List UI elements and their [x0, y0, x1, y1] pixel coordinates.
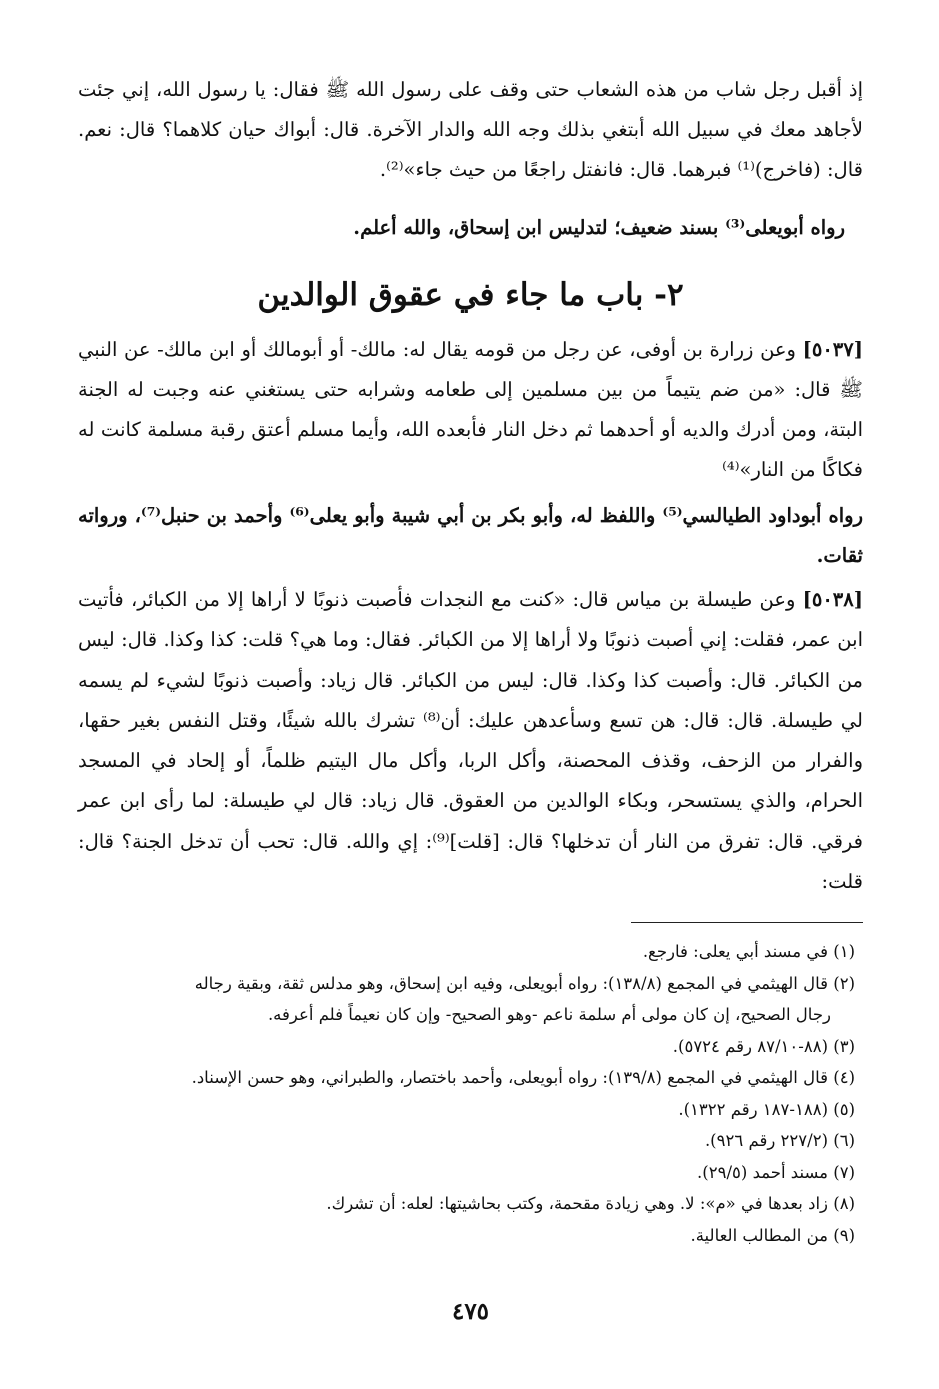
- hadith-paragraph: [78, 330, 863, 490]
- footnote-item: (١) في مسند أبي يعلى: فارجع.: [642, 942, 855, 961]
- footnote-item: (٨) زاد بعدها في «م»: لا. وهي زيادة مقحمة، وكتب بحاشيتها: لعله: أن تشرك.: [326, 1194, 855, 1213]
- hadith-text: وعن طيسلة بن مياس قال: «كنت مع النجدات فأصبت ذنوبًا لا أراها إلا من الكبائر، فأتيت ابن عمر، فقلت: إني أصبت ذنوبًا ولا أراها إلا من الكبائر. فقال: وما هي؟ قلت: كذا وكذا. قال: ليس من الكبائر. قال: وأصبت كذا وكذا. قال: ليس من الكبائر. قال زياد: وأصبت ذنوبًا لشيء لم يسمه لي طيسلة. قال: قال: هن تسع وسأعدهن عليك: أن⁽⁸⁾ تشرك بالله شيئًا، وقتل النفس بغير حقها، والفرار من الزحف، وقذف المحصنة، وأكل الربا، وأكل مال اليتيم ظلماً، أو إلحاد في المسجد الحرام، والذي يستسحر، وبكاء الوالدين من العقوق. قال زياد: قال لي طيسلة: لما رأى ابن عمر فرقي. قال: تفرق من النار أن تدخلها؟ قال: [قلت]⁽⁹⁾: إي والله. قال: تحب أن تدخل الجنة؟ قال: قلت:: [78, 588, 863, 894]
- hadith-paragraph: [78, 580, 863, 902]
- book-page: [78, 70, 863, 1330]
- footnote-item: (٢) قال الهيثمي في المجمع (١٣٨/٨): رواه أبويعلى، وفيه ابن إسحاق، وهو مدلس ثقة، وبقية رجاله: [194, 973, 855, 993]
- hadith-number: [٥٠٣٧]: [802, 338, 863, 361]
- continuation-paragraph: إذ أقبل رجل شاب من هذه الشعاب حتى وقف على رسول الله ﷺ فقال: يا رسول الله، إني جئت لأجاهد معك في سبيل الله أبتغي بذلك وجه الله والدار الآخرة. قال: أبواك حيان كلاهما؟ قال: نعم. قال: (فاخرج)⁽¹⁾ فبرهما. قال: فانفتل راجعًا من حيث جاء»⁽²⁾.: [78, 78, 863, 181]
- source-note: رواه أبوداود الطيالسي⁽⁵⁾ واللفظ له، وأبو بكر بن أبي شيبة وأبو يعلى⁽⁶⁾ وأحمد بن حنبل⁽⁷⁾، ورواته ثقات.: [78, 504, 863, 567]
- footnote-item: (٤) قال الهيثمي في المجمع (١٣٩/٨): رواه أبويعلى، وأحمد باختصار، والطبراني، وهو حسن الإسناد.: [191, 1068, 855, 1087]
- page-number: ٤٧٥: [451, 1298, 490, 1325]
- hadith-text: وعن زرارة بن أوفى، عن رجل من قومه يقال له: مالك- أو أبومالك أو ابن مالك- عن النبي ﷺ قال: «من ضم يتيماً من بين مسلمين إلى طعامه وشرابه حتى يستغني عنه وجبت له الجنة البتة، ومن أدرك والديه أو أحدهما ثم دخل النار فأبعده الله، وأيما مسلم أعتق رقبة مسلمة كانت له فكاكًا من النار»⁽⁴⁾: [78, 338, 863, 481]
- footnote-divider: [631, 922, 863, 923]
- source-note: رواه أبويعلى⁽³⁾ بسند ضعيف؛ لتدليس ابن إسحاق، والله أعلم.: [353, 216, 845, 239]
- footnotes-list: [78, 936, 855, 1251]
- footnote-item: (٦) (٢٢٧/٢ رقم ٩٢٦).: [704, 1131, 855, 1150]
- footnote-item: (٥) (١٨٨-١٨٧ رقم ١٣٢٢).: [678, 1099, 855, 1119]
- footnote-item: (٧) مسند أحمد (٢٩/٥).: [697, 1162, 855, 1182]
- footnote-item: (٣) (٨٨-٨٧/١٠ رقم ٥٧٢٤).: [672, 1036, 855, 1056]
- hadith-number: [٥٠٣٨]: [802, 588, 863, 611]
- chapter-title: ٢- باب ما جاء في عقوق الوالدين: [257, 277, 684, 313]
- footnote-item: (٩) من المطالب العالية.: [690, 1225, 855, 1245]
- footnote-item: رجال الصحيح، إن كان مولى أم سلمة ناعم -وهو الصحيح- وإن كان نعيماً فلم أعرفه.: [267, 1005, 831, 1024]
